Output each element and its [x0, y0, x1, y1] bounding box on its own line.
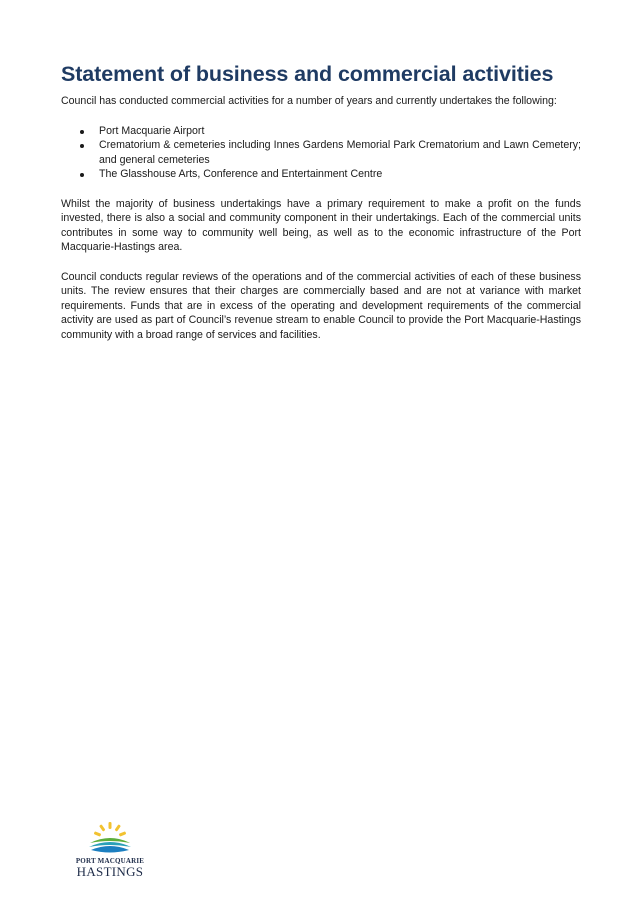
list-item-text: The Glasshouse Arts, Conference and Entertainment Centre	[99, 168, 383, 180]
logo-text-top: PORT MACQUARIE	[75, 857, 145, 865]
page-title: Statement of business and commercial activities	[61, 62, 554, 86]
logo-text-bottom: HASTINGS	[76, 864, 144, 879]
list-item	[61, 124, 581, 139]
bullet-icon	[80, 130, 84, 134]
list-item-text: Crematorium & cemeteries including Innes Gardens Memorial Park Crematorium and Lawn Cemetery; and general cemeteries	[99, 139, 581, 166]
document-page	[61, 60, 581, 342]
list-item	[61, 167, 581, 182]
body-paragraph-1: Whilst the majority of business undertakings have a primary requirement to make a profit on the funds invested, there is also a social and community component in their undertakings. Each of the commercial units contributes in some way to community well being, as well as to the economic infrastructure of the Port Macquarie-Hastings area.	[61, 197, 581, 253]
body-paragraph-2: Council conducts regular reviews of the operations and of the commercial activities of each of these business units. The review ensures that their charges are commercially based and are not at variance with market requirements. Funds that are in excess of the operating and development requirements of the commercial activity are used as part of Council’s revenue stream to enable Council to provide the Port Macquarie-Hastings community with a broad range of services and facilities.	[61, 270, 581, 341]
list-item-text: Port Macquarie Airport	[99, 124, 205, 137]
list-item	[61, 138, 581, 167]
bullet-icon	[80, 173, 84, 177]
council-logo	[70, 822, 150, 882]
activities-list	[61, 124, 581, 182]
bullet-icon	[80, 144, 84, 148]
sun-wave-icon	[86, 822, 134, 856]
intro-paragraph: Council has conducted commercial activities for a number of years and currently undertakes the following:	[61, 95, 557, 107]
